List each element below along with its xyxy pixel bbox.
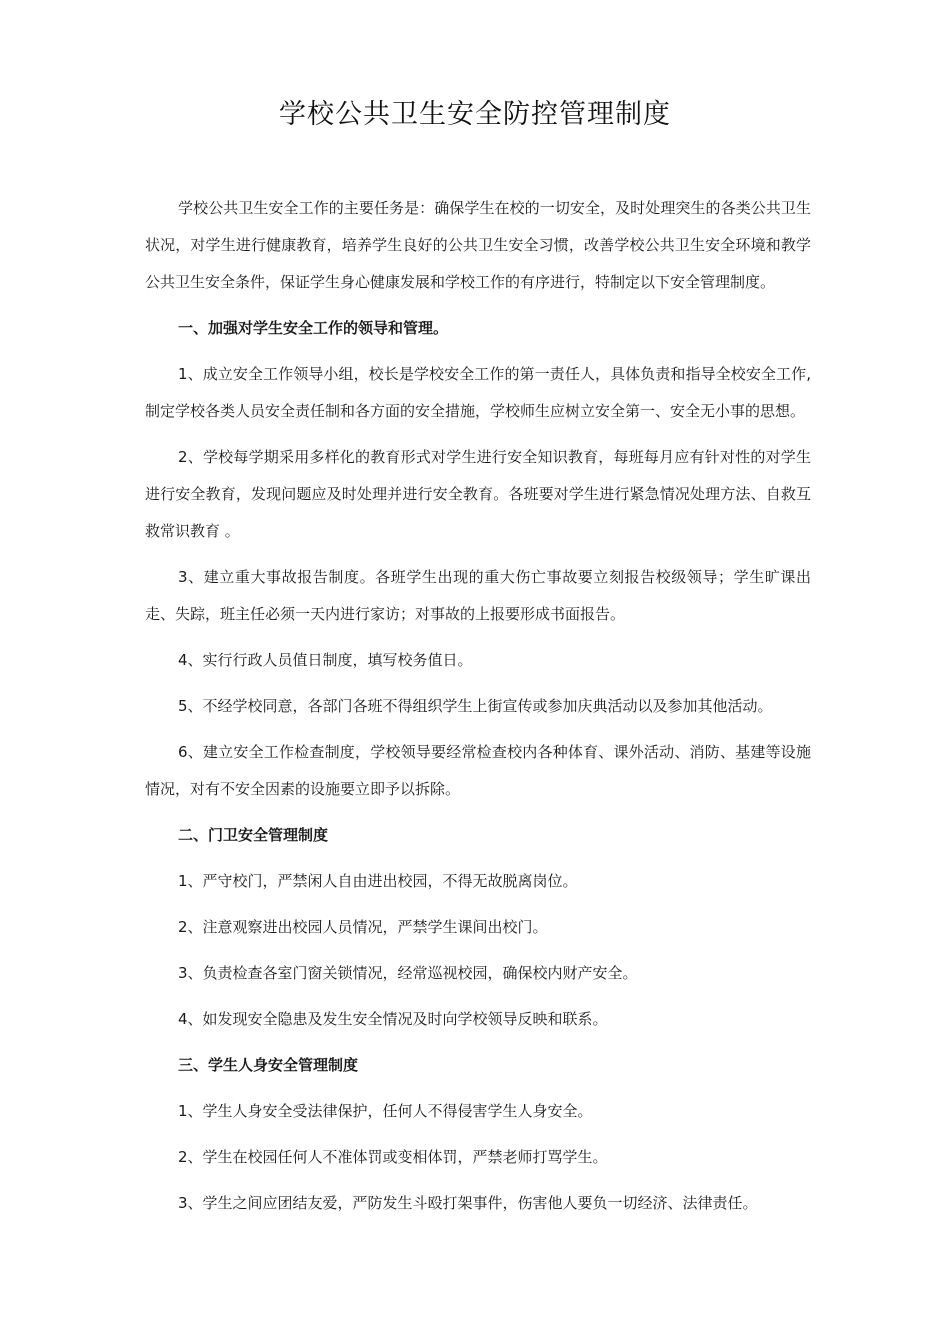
section-2-item-4: 4、如发现安全隐患及发生安全情况及时向学校领导反映和联系。	[178, 1010, 608, 1028]
intro-paragraph: 学校公共卫生安全工作的主要任务是：确保学生在校的一切安全，及时处理突生的各类公共卫生状况，对学生进行健康教育，培养学生良好的公共卫生安全习惯，改善学校公共卫生安全环境和教学公共卫生安全条件，保证学生身心健康发展和学校工作的有序进行，特制定以下安全管理制度。	[145, 199, 811, 291]
section-1-item-3: 3、建立重大事故报告制度。各班学生出现的重大伤亡事故要立刻报告校级领导；学生旷课出走、失踪，班主任必须一天内进行家访；对事故的上报要形成书面报告。	[145, 568, 811, 623]
document-body	[145, 190, 811, 1231]
section-2-item-1: 1、严守校门，严禁闲人自由进出校园，不得无故脱离岗位。	[178, 872, 578, 890]
section-2-item-2: 2、注意观察进出校园人员情况，严禁学生课间出校门。	[178, 918, 548, 936]
section-1-item-2: 2、学校每学期采用多样化的教育形式对学生进行安全知识教育，每班每月应有针对性的对学生进行安全教育，发现问题应及时处理并进行安全教育。各班要对学生进行紧急情况处理方法、自救互救常识教育 。	[145, 448, 811, 540]
section-3-item-2: 2、学生在校园任何人不准体罚或变相体罚，严禁老师打骂学生。	[178, 1148, 608, 1166]
section-1-item-6: 6、建立安全工作检查制度，学校领导要经常检查校内各种体育、课外活动、消防、基建等设施情况，对有不安全因素的设施要立即予以拆除。	[145, 743, 811, 798]
document-title: 学校公共卫生安全防控管理制度	[279, 99, 671, 130]
section-3-item-3: 3、学生之间应团结友爱，严防发生斗殴打架事件，伤害他人要负一切经济、法律责任。	[178, 1194, 758, 1212]
section-1-item-5: 5、不经学校同意，各部门各班不得组织学生上街宣传或参加庆典活动以及参加其他活动。	[178, 697, 773, 715]
section-heading-3: 三、学生人身安全管理制度	[178, 1056, 359, 1074]
section-1-item-4: 4、实行行政人员值日制度，填写校务值日。	[178, 651, 473, 669]
section-1-item-1: 1、成立安全工作领导小组，校长是学校安全工作的第一责任人，具体负责和指导全校安全工作,制定学校各类人员安全责任制和各方面的安全措施，学校师生应树立安全第一、安全无小事的思想。	[145, 365, 811, 420]
section-heading-2: 二、门卫安全管理制度	[178, 826, 329, 844]
section-3-item-1: 1、学生人身安全受法律保护，任何人不得侵害学生人身安全。	[178, 1102, 593, 1120]
section-2-item-3: 3、负责检查各室门窗关锁情况，经常巡视校园，确保校内财产安全。	[178, 964, 638, 982]
section-heading-1: 一、加强对学生安全工作的领导和管理。	[178, 319, 449, 337]
